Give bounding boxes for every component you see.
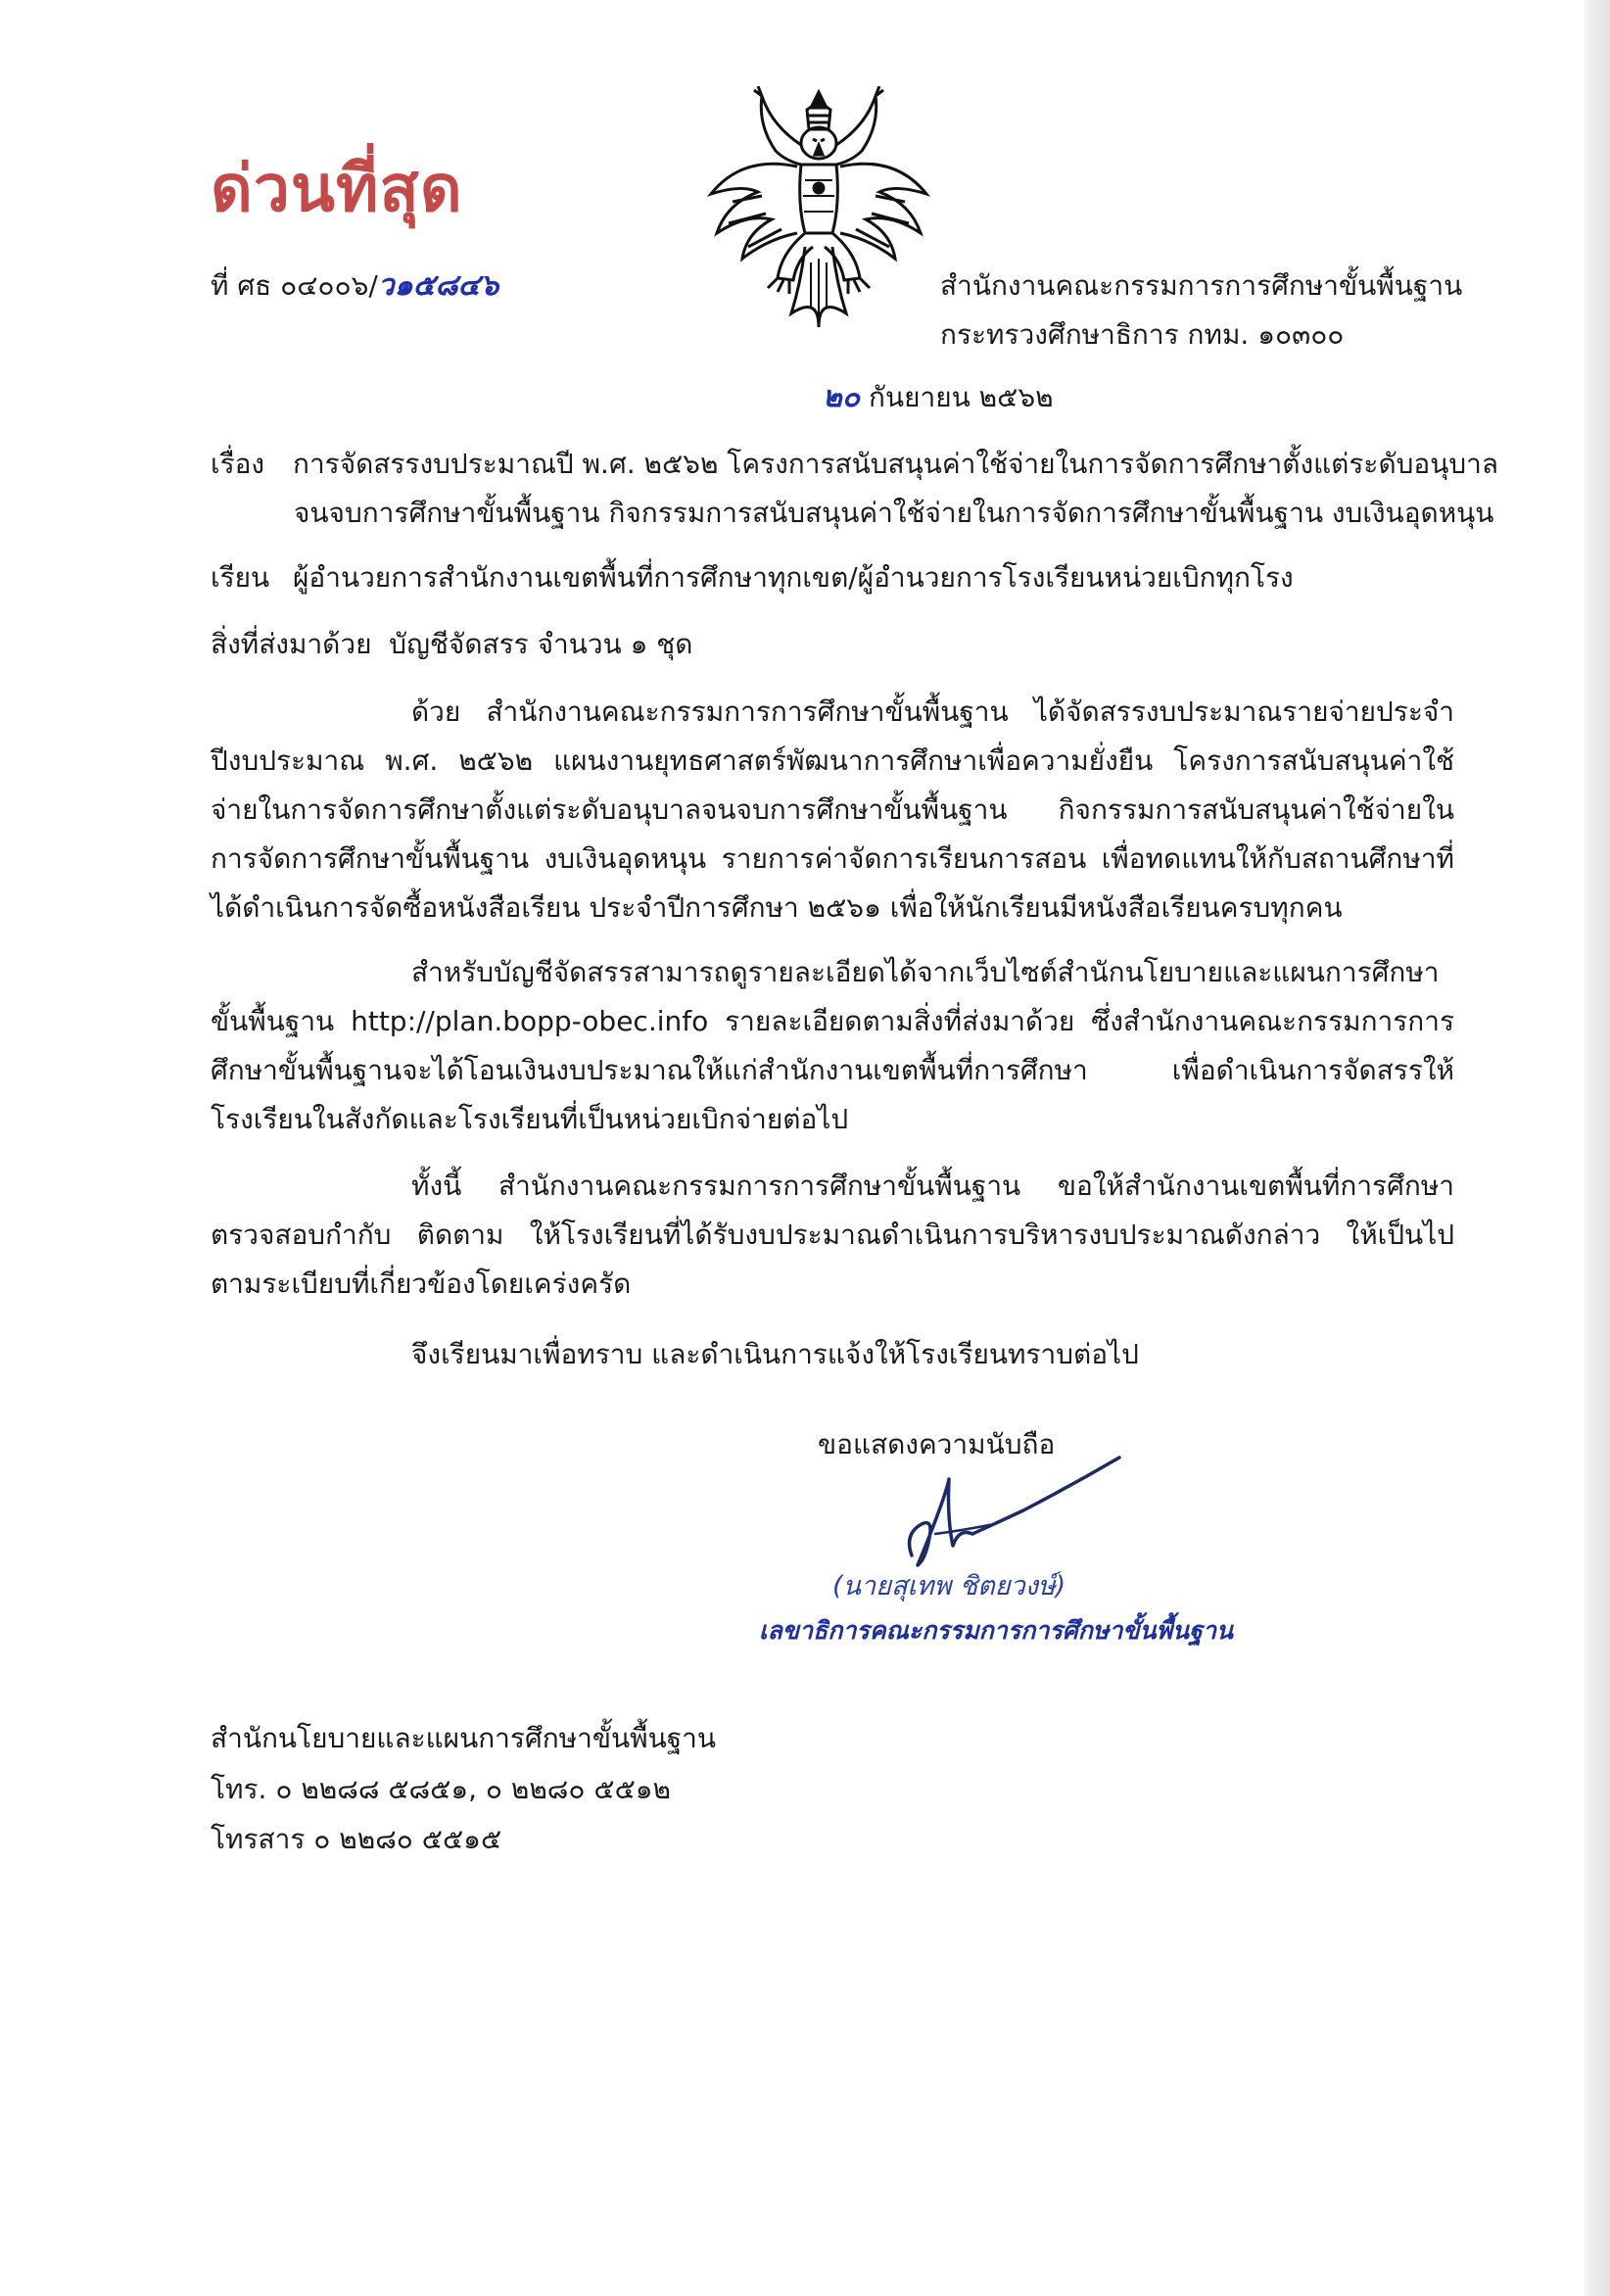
agency-name: สำนักงานคณะกรรมการการศึกษาขั้นพื้นฐาน — [940, 269, 1463, 302]
signer-title: เลขาธิการคณะกรรมการการศึกษาขั้นพื้นฐาน — [759, 1616, 1234, 1645]
body-paragraph-3 — [211, 1162, 1454, 1309]
enclosure-text: บัญชีจัดสรร จำนวน ๑ ชุด — [389, 628, 693, 660]
closing-sentence: จึงเรียนมาเพื่อทราบ และดำเนินการแจ้งให้โรงเรียนทราบต่อไป — [411, 1338, 1139, 1370]
enclosure-line — [211, 625, 692, 664]
date-day: ๒๐ — [823, 380, 861, 414]
salutation: ขอแสดงความนับถือ — [818, 1428, 1056, 1460]
paragraph-3-text: ทั้งนี้ สำนักงานคณะกรรมการการศึกษาขั้นพื้นฐาน ขอให้สำนักงานเขตพื้นที่การศึกษาตรวจสอบกำกับ ติดตาม ให้โรงเรียนที่ได้รับงบประมาณดำเนินการบริหารงบประมาณดังกล่าว ให้เป็นไปตามระเบียบที่เกี่ยวข้องโดยเคร่งครัด — [211, 1170, 1454, 1300]
footer-phone: โทร. ๐ ๒๒๘๘ ๕๘๕๑, ๐ ๒๒๘๐ ๕๕๑๒ — [211, 1773, 672, 1805]
subject-line-1 — [211, 445, 1498, 484]
enclosure-label: สิ่งที่ส่งมาด้วย — [211, 628, 372, 660]
subject-text-1: การจัดสรรงบประมาณปี พ.ศ. ๒๕๖๒ โครงการสนับสนุนค่าใช้จ่ายในการจัดการศึกษาตั้งแต่ระดับอนุบาล — [293, 448, 1499, 480]
reference-number — [211, 266, 498, 306]
subject-label: เรื่อง — [211, 448, 265, 480]
letter-date — [823, 378, 1054, 417]
agency-address: กระทรวงศึกษาธิการ กทม. ๑๐๓๐๐ — [940, 318, 1345, 351]
body-paragraph-1 — [211, 688, 1454, 933]
footer-fax: โทรสาร ๐ ๒๒๘๐ ๕๕๑๕ — [211, 1823, 502, 1855]
scan-edge — [1585, 0, 1610, 2296]
handwritten-signature — [876, 1440, 1131, 1577]
body-paragraph-2 — [211, 948, 1454, 1144]
garuda-emblem-icon — [703, 86, 934, 327]
subject-text-2: จนจบการศึกษาขั้นพื้นฐาน กิจกรรมการสนับสนุนค่าใช้จ่ายในการจัดการศึกษาขั้นพื้นฐาน งบเงินอุดหนุน — [294, 497, 1494, 529]
footer-office: สำนักนโยบายและแผนการศึกษาขั้นพื้นฐาน — [211, 1722, 717, 1754]
addressee-line — [211, 558, 1294, 598]
reference-handwritten-number: ว๑๕๘๔๖ — [377, 268, 499, 303]
paragraph-1-text: ด้วย สำนักงานคณะกรรมการการศึกษาขั้นพื้นฐาน ได้จัดสรรงบประมาณรายจ่ายประจำปีงบประมาณ พ.ศ. ๒๕๖๒ แผนงานยุทธศาสตร์พัฒนาการศึกษาเพื่อความยั่งยืน โครงการสนับสนุนค่าใช้จ่ายในการจัดการศึกษาตั้งแต่ระดับอนุบาลจนจบการศึกษาขั้นพื้นฐาน กิจกรรมการสนับสนุนค่าใช้จ่ายในการจัดการศึกษาขั้นพื้นฐาน งบเงินอุดหนุน รายการค่าจัดการเรียนการสอน เพื่อทดแทนให้กับสถานศึกษาที่ได้ดำเนินการจัดซื้อหนังสือเรียน ประจำปีการศึกษา ๒๕๖๑ เพื่อให้นักเรียนมีหนังสือเรียนครบทุกคน — [211, 695, 1454, 924]
reference-prefix: ที่ ศธ ๐๔๐๐๖/ — [211, 269, 378, 302]
addressee-text: ผู้อำนวยการสำนักงานเขตพื้นที่การศึกษาทุกเขต/ผู้อำนวยการโรงเรียนหน่วยเบิกทุกโรง — [293, 561, 1294, 594]
paragraph-2-text: สำหรับบัญชีจัดสรรสามารถดูรายละเอียดได้จากเว็บไซต์สำนักนโยบายและแผนการศึกษาขั้นพื้นฐาน http://plan.bopp-obec.info รายละเอียดตามสิ่งที่ส่งมาด้วย ซึ่งสำนักงานคณะกรรมการการศึกษาขั้นพื้นฐานจะได้โอนเงินงบประมาณให้แก่สำนักงานเขตพื้นที่การศึกษา เพื่อดำเนินการจัดสรรให้โรงเรียนในสังกัดและโรงเรียนที่เป็นหน่วยเบิกจ่ายต่อไป — [211, 956, 1454, 1135]
urgency-stamp: ด่วนที่สุด — [211, 151, 463, 226]
addressee-label: เรียน — [211, 561, 270, 594]
date-month-year: กันยายน ๒๕๖๒ — [869, 381, 1054, 413]
signer-name: (นายสุเทพ ชิตยวงษ์) — [832, 1571, 1066, 1602]
